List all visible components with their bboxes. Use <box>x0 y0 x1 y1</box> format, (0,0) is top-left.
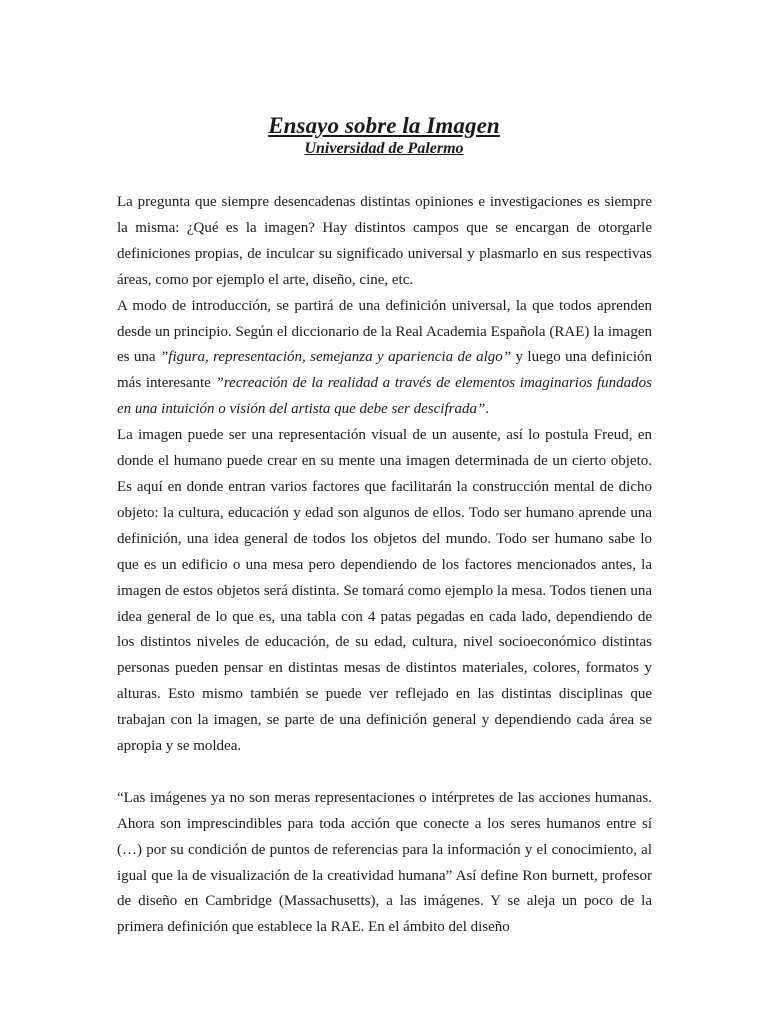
paragraph-definition <box>117 294 652 424</box>
page-subtitle: Universidad de Palermo <box>304 140 464 157</box>
rae-definition-quote-2: ”recreación de la realidad a través de elementos imaginarios fundados en una intuición o visión del artista que debe ser descifrada” <box>117 375 652 418</box>
essay-body <box>117 190 652 941</box>
paragraph-burnett-quote: “Las imágenes ya no son meras representaciones o intérpretes de las acciones humanas. Ahora son imprescindibles para toda acción que conecte a los seres humanos entre sí (…) por su condición de puntos de referencias para la información y el conocimiento, al igual que la de visualización de la creatividad humana” Así define Ron burnett, profesor de diseño en Cambridge (Massachusetts), a las imágenes. Y se aleja un poco de la primera definición que establece la RAE. En el ámbito del diseño <box>117 789 652 936</box>
definition-text-middle: y luego una definición más interesante <box>117 349 653 392</box>
rae-definition-quote-1: ”figura, representación, semejanza y apariencia de algo” <box>159 349 512 366</box>
definition-text-after: . <box>485 401 490 418</box>
page-title: Ensayo sobre la Imagen <box>268 113 500 138</box>
definition-text-before: A modo de introducción, se partirá de una definición universal, la que todos aprenden desde un principio. Según el diccionario de la Real Academia Española (RAE) la imagen es una <box>117 297 652 366</box>
paragraph-spacer <box>117 760 652 786</box>
paragraph-freud: La imagen puede ser una representación visual de un ausente, así lo postula Freud, en donde el humano puede crear en su mente una imagen determinada de un cierto objeto. Es aquí en donde entran varios factores que facilitarán la construcción mental de dicho objeto: la cultura, educación y edad son algunos de ellos. Todo ser humano aprende una definición, una idea general de todos los objetos del mundo. Todo ser humano sabe lo que es un edificio o una mesa pero dependiendo de los factores mencionados antes, la imagen de estos objetos será distinta. Se tomará como ejemplo la mesa. Todos tienen una idea general de lo que es, una tabla con 4 patas pegadas en cada lado, dependiendo de los distintos niveles de educación, de su edad, cultura, nivel socioeconómico distintas personas pueden pensar en distintas mesas de distintos materiales, colores, formatos y alturas. Esto mismo también se puede ver reflejado en las distintas disciplinas que trabajan con la imagen, se parte de una definición general y dependiendo cada área se apropia y se moldea. <box>117 427 652 755</box>
paragraph-intro: La pregunta que siempre desencadenas distintas opiniones e investigaciones es siempre la misma: ¿Qué es la imagen? Hay distintos campos que se encargan de otorgarle definiciones propias, de inculcar su significado universal y plasmarlo en sus respectivas áreas, como por ejemplo el arte, diseño, cine, etc. <box>117 194 652 288</box>
